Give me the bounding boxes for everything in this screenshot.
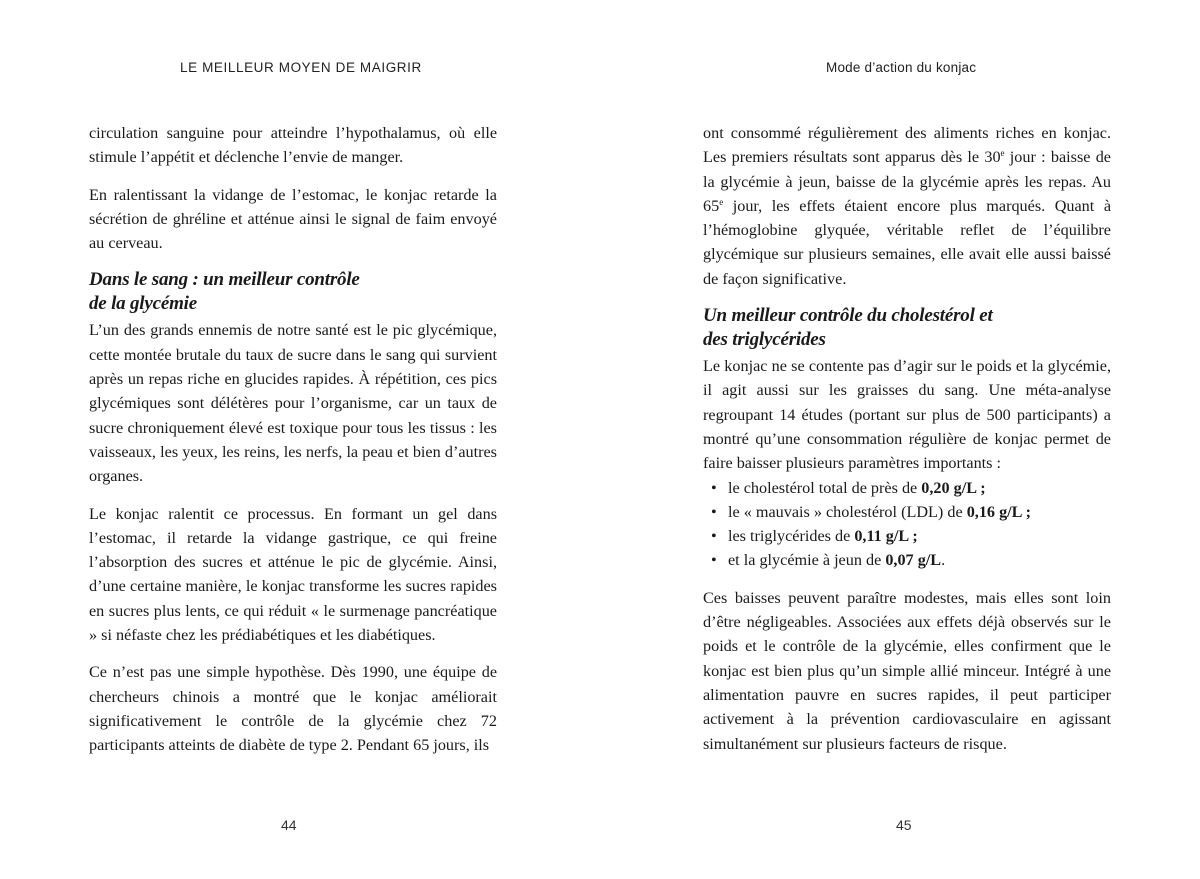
superscript: e	[1000, 148, 1005, 159]
running-head-left: LE MEILLEUR MOYEN DE MAIGRIR	[180, 60, 422, 75]
paragraph: Ce n’est pas une simple hypothèse. Dès 1990, une équipe de chercheurs chinois a montré que le konjac améliorait significativement le contrôle de la glycémie chez 72 participants atteints de diabète de type 2. Pendant 65 jours, ils	[89, 663, 497, 755]
paragraph: Le konjac ralentit ce processus. En formant un gel dans l’estomac, il retarde la vidange gastrique, ce qui freine l’absorption des sucres et atténue le pic de glycémie. Ainsi, d’une certaine manière, le konjac transforme les sucres rapides en sucres plus lents, ce qui réduit « le surmenage pancréatique » si néfaste chez les prédiabétiques et les diabétiques.	[89, 504, 497, 645]
superscript: e	[719, 196, 724, 207]
list-item-text: les triglycérides de	[728, 527, 855, 546]
list-item-text: le cholestérol total de près de	[728, 478, 922, 497]
list-item-tail: .	[941, 551, 946, 570]
list-item	[711, 476, 1111, 500]
text-run: jour : baisse de la glycémie à jeun, baisse de la glycémie après les repas. Au 65	[703, 148, 1111, 215]
list-item-value: 0,20 g/L ;	[921, 478, 986, 497]
list-item-value: 0,07 g/L	[885, 551, 942, 570]
left-text-block	[89, 121, 497, 771]
paragraph	[703, 121, 1111, 291]
heading-line: de la glycémie	[89, 293, 197, 315]
bullet-list	[703, 476, 1111, 573]
paragraph: L’un des grands ennemis de notre santé est le pic glycémique, cette montée brutale du taux de sucre dans le sang qui survient après un repas riche en glucides rapides. À répétition, ces pics glycémiques sont délétères pour l’organisme, car un taux de sucre chroniquement élevé est toxique pour tous les tissus : les vaisseaux, les yeux, les reins, les nerfs, la peau et bien d’autres organes.	[89, 321, 497, 486]
section-heading-glycemie	[89, 268, 497, 316]
section-heading-cholesterol	[703, 304, 1111, 352]
right-text-block	[703, 121, 1111, 769]
text-run: ont consommé régulièrement des aliments riches en konjac. Les premiers résultats sont apparus dès le 30	[703, 124, 1111, 167]
list-item-value: 0,16 g/L ;	[966, 502, 1031, 521]
list-item-text: et la glycémie à jeun de	[728, 551, 886, 570]
paragraph: Ces baisses peuvent paraître modestes, mais elles sont loin d’être négligeables. Associées aux effets déjà observés sur le poids et le contrôle de la glycémie, elles confirment que le konjac est bien plus qu’un simple allié minceur. Intégré à une alimentation pauvre en sucres rapides, il peut participer activement à la prévention cardiovasculaire en agissant simultanément sur plusieurs facteurs de risque.	[703, 588, 1111, 753]
paragraph: En ralentissant la vidange de l’estomac, le konjac retarde la sécrétion de ghréline et atténue ainsi le signal de faim envoyé au cerveau.	[89, 185, 497, 253]
heading-line: Dans le sang : un meilleur contrôle	[89, 269, 360, 291]
paragraph: circulation sanguine pour atteindre l’hypothalamus, où elle stimule l’appétit et déclenche l’envie de manger.	[89, 124, 497, 167]
page-number-right: 45	[896, 817, 912, 833]
list-item-value: 0,11 g/L ;	[854, 527, 918, 546]
heading-line: des triglycérides	[703, 329, 826, 351]
heading-line: Un meilleur contrôle du cholestérol et	[703, 305, 993, 327]
text-run: jour, les effets étaient encore plus marqués. Quant à l’hémoglobine glyquée, véritable reflet de l’équilibre glycémique sur plusieurs semaines, elle avait elle aussi baissé de façon significative.	[703, 196, 1111, 288]
running-head-right: Mode d’action du konjac	[826, 60, 977, 75]
list-item-text: le « mauvais » cholestérol (LDL) de	[728, 502, 967, 521]
right-page	[600, 0, 1200, 879]
list-item	[711, 524, 1111, 548]
list-item	[711, 500, 1111, 524]
page-number-left: 44	[281, 817, 297, 833]
paragraph: Le konjac ne se contente pas d’agir sur le poids et la glycémie, il agit aussi sur les graisses du sang. Une méta-analyse regroupant 14 études (portant sur plus de 500 participants) a montré qu’une consommation régulière de konjac permet de faire baisser plusieurs paramètres importants :	[703, 357, 1111, 473]
list-item	[711, 548, 1111, 572]
